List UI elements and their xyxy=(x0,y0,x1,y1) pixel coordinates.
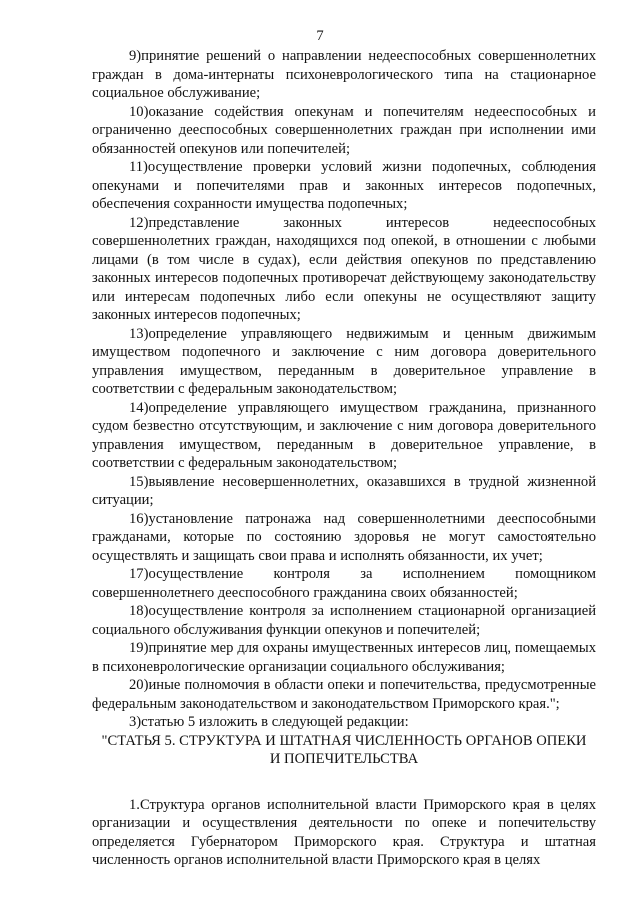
section-spacer xyxy=(92,769,596,796)
document-body xyxy=(92,47,596,870)
page-number: 7 xyxy=(316,28,324,44)
paragraph-item-9: 9)принятие решений о направлении недееспособных совершеннолетних граждан в дома-интернаты психоневрологического типа на стационарное социальное обслуживание; xyxy=(92,48,596,101)
paragraph-item-11: 11)осуществление проверки условий жизни подопечных, соблюдения опекунами и попечителями прав и законных интересов подопечных, обеспечения сохранности имущества подопечных; xyxy=(92,159,596,212)
paragraph-item-19: 19)принятие мер для охраны имущественных интересов лиц, помещаемых в психоневрологические организации социального обслуживания; xyxy=(92,640,596,675)
paragraph-item-20: 20)иные полномочия в области опеки и попечительства, предусмотренные федеральным законодательством и законодательством Приморского края."; xyxy=(92,677,596,712)
paragraph-item-18: 18)осуществление контроля за исполнением стационарной организацией социального обслуживания функции опекунов и попечителей; xyxy=(92,603,596,638)
article-paragraph-1: 1.Структура органов исполнительной власти Приморского края в целях организации и осуществления деятельности по опеке и попечительству определяется Губернатором Приморского края. Структура и штатная численность органов исполнительной власти Приморского края в целях xyxy=(92,796,596,868)
paragraph-item-13: 13)определение управляющего недвижимым и ценным движимым имуществом подопечного и заключение с ним договора доверительного управления имуществом, переданным в доверительное управление в соответствии с федеральным законодательством; xyxy=(92,325,596,397)
paragraph-item-17: 17)осуществление контроля за исполнением помощником совершеннолетнего дееспособного гражданина своих обязанностей; xyxy=(92,566,596,601)
paragraph-item-14: 14)определение управляющего имуществом гражданина, признанного судом безвестно отсутствующим, и заключение с ним договора доверительного управления имуществом, переданным в доверительное управление, в соответствии с федеральным законодательством; xyxy=(92,399,596,471)
paragraph-item-16: 16)установление патронажа над совершеннолетними дееспособными гражданами, которые по состоянию здоровья не могут самостоятельно осуществлять и защищать свои права и исполнять обязанности, их учет; xyxy=(92,510,596,564)
paragraph-item-3: 3)статью 5 изложить в следующей редакции: xyxy=(129,714,409,730)
article-heading: "СТАТЬЯ 5. СТРУКТУРА И ШТАТНАЯ ЧИСЛЕННОСТЬ ОРГАНОВ ОПЕКИ И ПОПЕЧИТЕЛЬСТВА xyxy=(101,732,587,767)
paragraph-item-15: 15)выявление несовершеннолетних, оказавшихся в трудной жизненной ситуации; xyxy=(92,473,596,508)
paragraph-item-12: 12)представление законных интересов недееспособных совершеннолетних граждан, находящихся под опекой, в отношении с любыми лицами (в том числе в судах), если действия опекунов по представлению законных интересов подопечных противоречат действующему законодательству или интересам подопечных либо если опекуны не осуществляют защиту законных интересов подопечных; xyxy=(92,214,596,323)
paragraph-item-10: 10)оказание содействия опекунам и попечителям недееспособных и ограниченно дееспособных совершеннолетних граждан при исполнении ими обязанностей опекунов или попечителей; xyxy=(92,103,596,157)
